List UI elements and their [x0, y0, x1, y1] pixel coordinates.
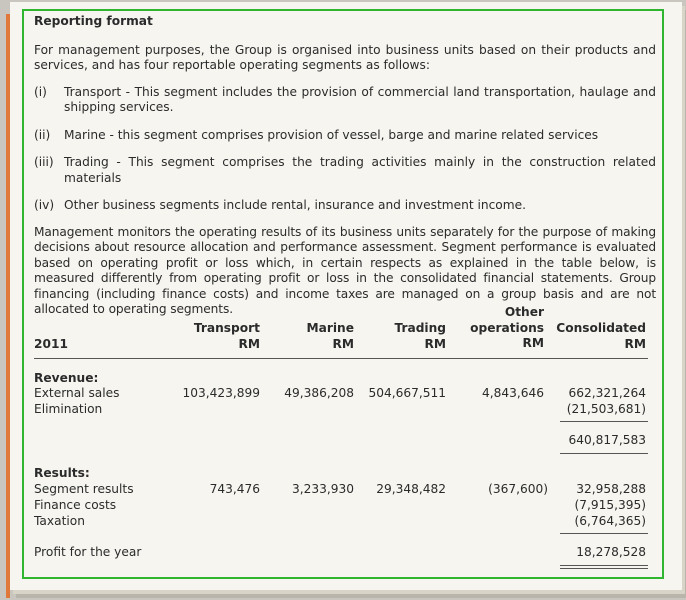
- results-subtotal-rule: [560, 533, 648, 534]
- column-title: Marine: [306, 321, 354, 335]
- external-sales-trading: 504,667,511: [368, 386, 446, 400]
- column-title: Trading: [394, 321, 446, 335]
- segment-results-marine: 3,233,930: [291, 482, 354, 496]
- segment-text: Trading - This segment comprises the trading activities mainly in the construction related materials: [64, 155, 656, 185]
- column-header-consolidated: [550, 321, 646, 352]
- segment-text: Transport - This segment includes the provision of commercial land transportation, haulage and shipping services.: [64, 84, 656, 114]
- year-header: 2011: [34, 337, 68, 351]
- document-text: [34, 14, 656, 318]
- column-title-line1: Other: [504, 305, 544, 319]
- column-unit: RM: [522, 336, 544, 350]
- finance-costs-consolidated: (7,915,395): [574, 498, 646, 512]
- revenue-total: 640,817,583: [568, 433, 646, 447]
- column-title: operations: [470, 320, 544, 335]
- external-sales-consolidated: 662,321,264: [568, 386, 646, 400]
- column-unit: RM: [332, 336, 354, 351]
- section-heading: Reporting format: [34, 14, 153, 28]
- taxation-consolidated: (6,764,365): [574, 514, 646, 528]
- profit-consolidated: 18,278,528: [576, 545, 646, 559]
- segment-number: (i): [34, 84, 47, 99]
- elimination-consolidated: (21,503,681): [566, 402, 646, 416]
- segment-number: (iii): [34, 155, 54, 169]
- profit-rule: [560, 565, 648, 566]
- elimination-label: Elimination: [34, 402, 103, 416]
- results-label: Results:: [34, 466, 90, 480]
- column-unit: RM: [624, 336, 646, 351]
- column-title: Consolidated: [556, 321, 646, 335]
- header-rule: [34, 358, 648, 359]
- column-unit: RM: [424, 336, 446, 351]
- segment-results-label: Segment results: [34, 482, 134, 496]
- total-rule: [560, 453, 648, 454]
- external-sales-label: External sales: [34, 386, 120, 400]
- external-sales-other: 4,843,646: [481, 386, 544, 400]
- taxation-label: Taxation: [34, 514, 85, 528]
- segment-number: (iv): [34, 198, 55, 212]
- column-unit: RM: [238, 336, 260, 351]
- segment-text: Marine - this segment comprises provision of vessel, barge and marine related services: [64, 127, 599, 142]
- external-sales-marine: 49,386,208: [284, 386, 354, 400]
- segment-results-transport: 743,476: [209, 482, 260, 496]
- column-header-trading: [360, 321, 446, 352]
- revenue-label: Revenue:: [34, 371, 99, 385]
- segment-item: [34, 155, 656, 186]
- column-header-other-operations: [454, 305, 544, 352]
- column-header-marine: [268, 321, 354, 352]
- segment-item: [34, 85, 656, 116]
- segment-list: [34, 85, 656, 214]
- intro-paragraph: For management purposes, the Group is organised into business units based on their products and services, and has four reportable operating segments as follows:: [34, 42, 656, 72]
- segment-results-other: (367,600): [488, 482, 548, 496]
- finance-costs-label: Finance costs: [34, 498, 117, 512]
- segment-results-consolidated: 32,958,288: [576, 482, 646, 496]
- monitoring-paragraph: Management monitors the operating results of its business units separately for the purpose of making decisions about resource allocation and performance assessment. Segment performance is evaluated based on operating profit or loss which, in certain respects as explained in the table below, is measured differently from operating profit or loss in the consolidated financial statements. Group financing (including finance costs) and income taxes are managed on a group basis and are not allocated to operating segments.: [34, 224, 656, 316]
- segment-item: [34, 128, 656, 144]
- profit-label: Profit for the year: [34, 545, 142, 559]
- profit-double-rule: [560, 568, 648, 569]
- external-sales-transport: 103,423,899: [182, 386, 260, 400]
- column-title: Transport: [193, 321, 260, 335]
- segment-text: Other business segments include rental, insurance and investment income.: [64, 198, 526, 212]
- segment-item: [34, 198, 656, 214]
- segment-results-trading: 29,348,482: [376, 482, 446, 496]
- column-header-transport: [174, 321, 260, 352]
- segment-number: (ii): [34, 127, 51, 142]
- subtotal-rule: [560, 421, 648, 422]
